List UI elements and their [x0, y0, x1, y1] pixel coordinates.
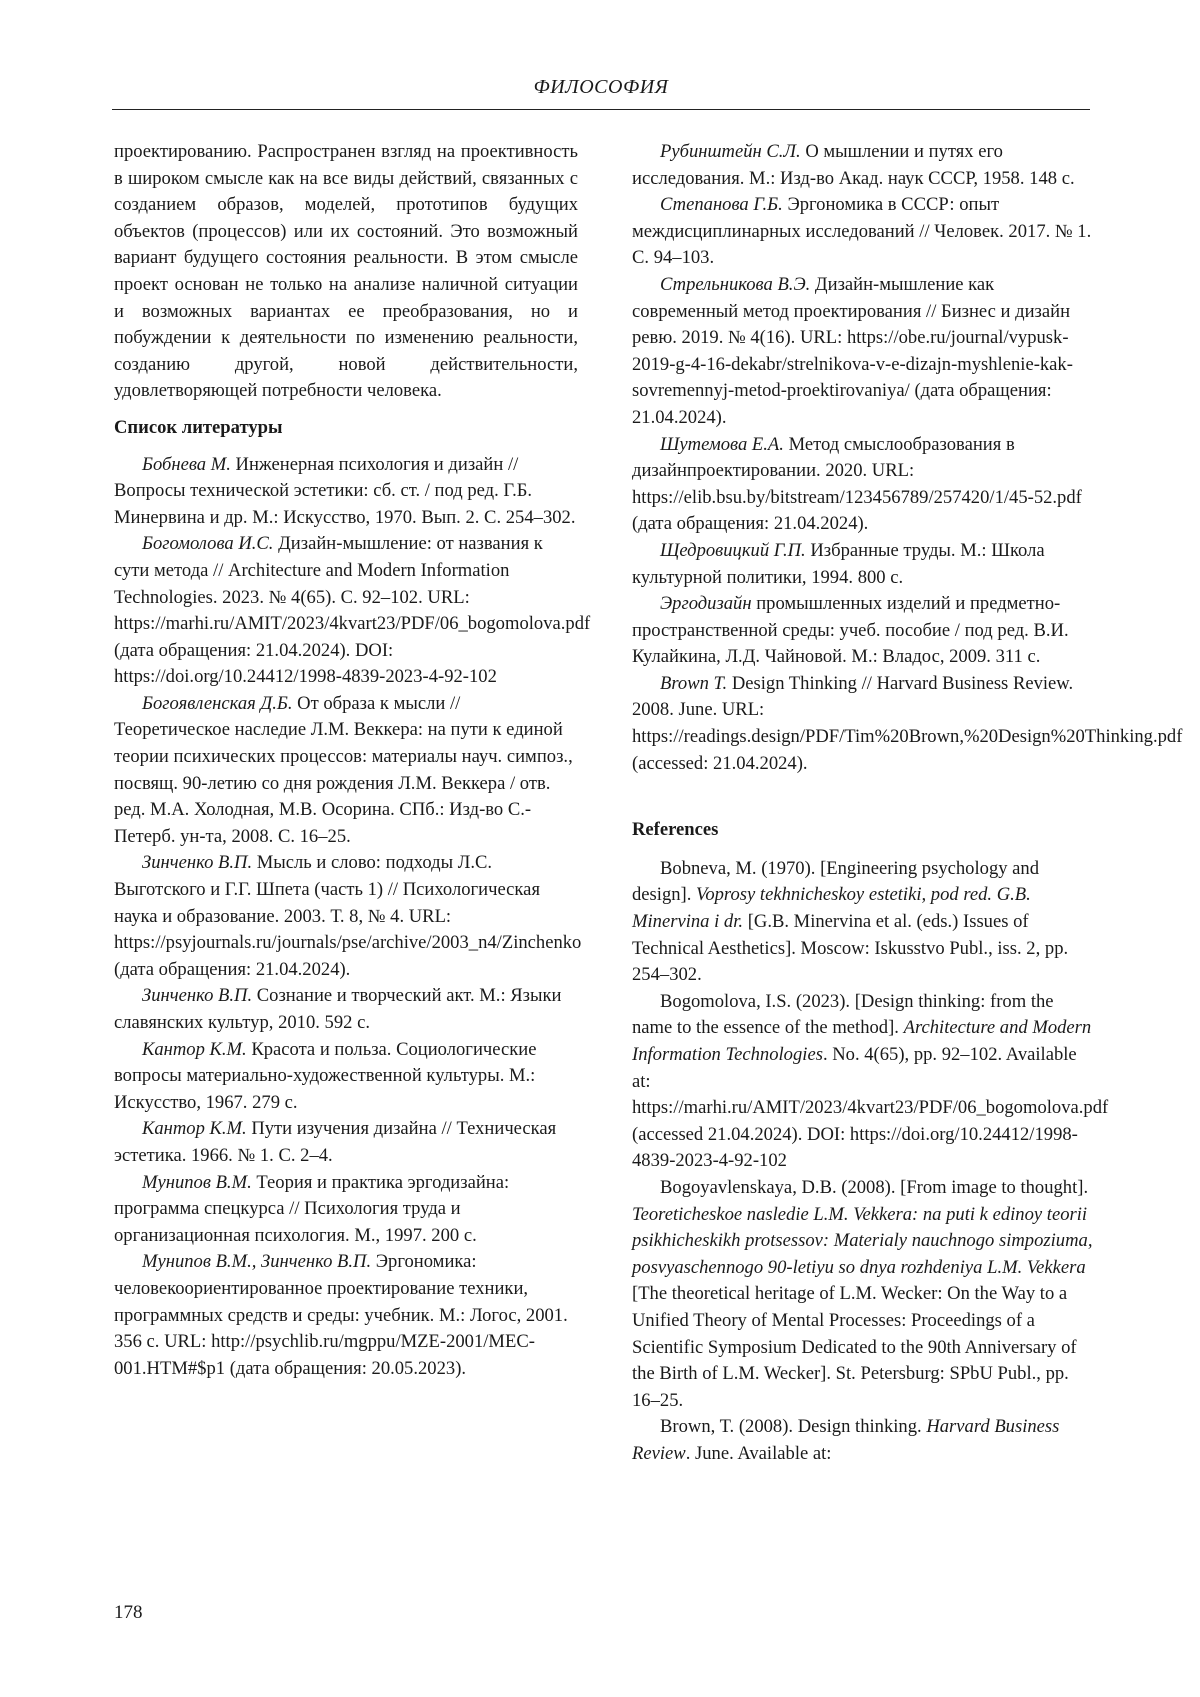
- literature-item: Кантор К.М. Пути изучения дизайна // Техническая эстетика. 1966. № 1. С. 2–4.: [114, 1116, 578, 1169]
- literature-heading: Список литературы: [114, 415, 578, 442]
- literature-item: Brown T. Design Thinking // Harvard Business Review. 2008. June. URL: https://readings.design/PDF/Tim%20Brown,%20Design%20Thinking.pdf (accessed: 21.04.2024).: [632, 671, 1096, 777]
- running-header: ФИЛОСОФИЯ: [112, 76, 1090, 99]
- literature-item: Зинченко В.П. Мысль и слово: подходы Л.С. Выготского и Г.Г. Шпета (часть 1) // Психологическая наука и образование. 2003. Т. 8, № 4. URL: https://psyjournals.ru/journals/pse/archive/2003_n4/Zinchenko (дата обращения: 21.04.2024).: [114, 850, 578, 983]
- literature-item: Мунипов В.М. Теория и практика эргодизайна: программа спецкурса // Психология труда и организационная психология. М., 1997. 200 с.: [114, 1170, 578, 1250]
- literature-item: Стрельникова В.Э. Дизайн-мышление как современный метод проектирования // Бизнес и дизайн ревю. 2019. № 4(16). URL: https://obe.ru/journal/vypusk-2019-g-4-16-dekabr/strelnikova-v-e-dizajn-myshlenie-kak-sovremennyj-metod-proektirovaniya/ (дата обращения: 21.04.2024).: [632, 272, 1096, 432]
- header-rule: [112, 109, 1090, 110]
- reference-item: Brown, T. (2008). Design thinking. Harvard Business Review. June. Available at:: [632, 1414, 1096, 1467]
- literature-item: Бобнева М. Инженерная психология и дизайн // Вопросы технической эстетики: сб. ст. / под ред. Г.Б. Минервина и др. М.: Искусство, 1970. Вып. 2. С. 254–302.: [114, 452, 578, 532]
- left-column: [114, 139, 578, 1382]
- literature-item: Рубинштейн С.Л. О мышлении и путях его исследования. М.: Изд-во Акад. наук СССР, 1958. 148 с.: [632, 139, 1096, 192]
- right-column: [632, 139, 1096, 1468]
- literature-item: Степанова Г.Б. Эргономика в СССР: опыт междисциплинарных исследований // Человек. 2017. № 1. С. 94–103.: [632, 192, 1096, 272]
- literature-item: Эргодизайн промышленных изделий и предметно-пространственной среды: учеб. пособие / под ред. В.И. Кулайкина, Л.Д. Чайновой. М.: Владос, 2009. 311 с.: [632, 591, 1096, 671]
- page-number: 178: [114, 1602, 143, 1624]
- literature-item: Щедровицкий Г.П. Избранные труды. М.: Школа культурной политики, 1994. 800 с.: [632, 538, 1096, 591]
- literature-item: Зинченко В.П. Сознание и творческий акт. М.: Языки славянских культур, 2010. 592 с.: [114, 983, 578, 1036]
- literature-item: Богоявленская Д.Б. От образа к мысли // Теоретическое наследие Л.М. Веккера: на пути к единой теории психических процессов: материалы науч. симпоз., посвящ. 90-летию со дня рождения Л.М. Веккера / отв. ред. М.А. Холодная, М.В. Осорина. СПб.: Изд-во С.-Петерб. ун-та, 2008. С. 16–25.: [114, 691, 578, 851]
- reference-item: Bogomolova, I.S. (2023). [Design thinking: from the name to the essence of the method]. Architecture and Modern Information Technologies. No. 4(65), pp. 92–102. Available at: https://marhi.ru/AMIT/2023/4kvart23/PDF/06_bogomolova.pdf (accessed 21.04.2024). DOI: https://doi.org/10.24412/1998-4839-2023-4-92-102: [632, 989, 1096, 1175]
- literature-item: Шутемова Е.А. Метод смыслообразования в дизайнпроектировании. 2020. URL: https://elib.bsu.by/bitstream/123456789/257420/1/45-52.pdf (дата обращения: 21.04.2024).: [632, 432, 1096, 538]
- intro-paragraph: проектированию. Распространен взгляд на проективность в широком смысле как на все виды действий, связанных с созданием образов, моделей, прототипов будущих объектов (процессов) или их состояний. Это возможный вариант будущего состояния реальности. В этом смысле проект основан не только на анализе наличной ситуации и возможных вариантах ее преобразования, но и побуждении к деятельности по изменению реальности, созданию другой, новой действительности, удовлетворяющей потребности человека.: [114, 139, 578, 405]
- literature-item: Богомолова И.С. Дизайн-мышление: от названия к сути метода // Architecture and Modern Information Technologies. 2023. № 4(65). С. 92–102. URL: https://marhi.ru/AMIT/2023/4kvart23/PDF/06_bogomolova.pdf (дата обращения: 21.04.2024). DOI: https://doi.org/10.24412/1998-4839-2023-4-92-102: [114, 531, 578, 691]
- literature-item: Мунипов В.М., Зинченко В.П. Эргономика: человекоориентированное проектирование техники, программных средств и среды: учебник. М.: Логос, 2001. 356 с. URL: http://psychlib.ru/mgppu/MZE-2001/MEC-001.HTM#$p1 (дата обращения: 20.05.2023).: [114, 1249, 578, 1382]
- reference-item: Bobneva, M. (1970). [Engineering psychology and design]. Voprosy tekhnicheskoy estetiki, pod red. G.B. Minervina i dr. [G.B. Minervina et al. (eds.) Issues of Technical Aesthetics]. Moscow: Iskusstvo Publ., iss. 2, pp. 254–302.: [632, 856, 1096, 989]
- references-heading: References: [632, 817, 1096, 844]
- literature-item: Кантор К.М. Красота и польза. Социологические вопросы материально-художественной культуры. М.: Искусство, 1967. 279 с.: [114, 1037, 578, 1117]
- reference-item: Bogoyavlenskaya, D.B. (2008). [From image to thought]. Teoreticheskoe nasledie L.M. Vekkera: na puti k edinoy teorii psikhicheskikh protsessov: Materialy nauchnogo simpoziuma, posvyaschennogo 90-letiyu so dnya rozhdeniya L.M. Vekkera [The theoretical heritage of L.M. Wecker: On the Way to a Unified Theory of Mental Processes: Proceedings of a Scientific Symposium Dedicated to the 90th Anniversary of the Birth of L.M. Wecker]. St. Petersburg: SPbU Publ., pp. 16–25.: [632, 1175, 1096, 1414]
